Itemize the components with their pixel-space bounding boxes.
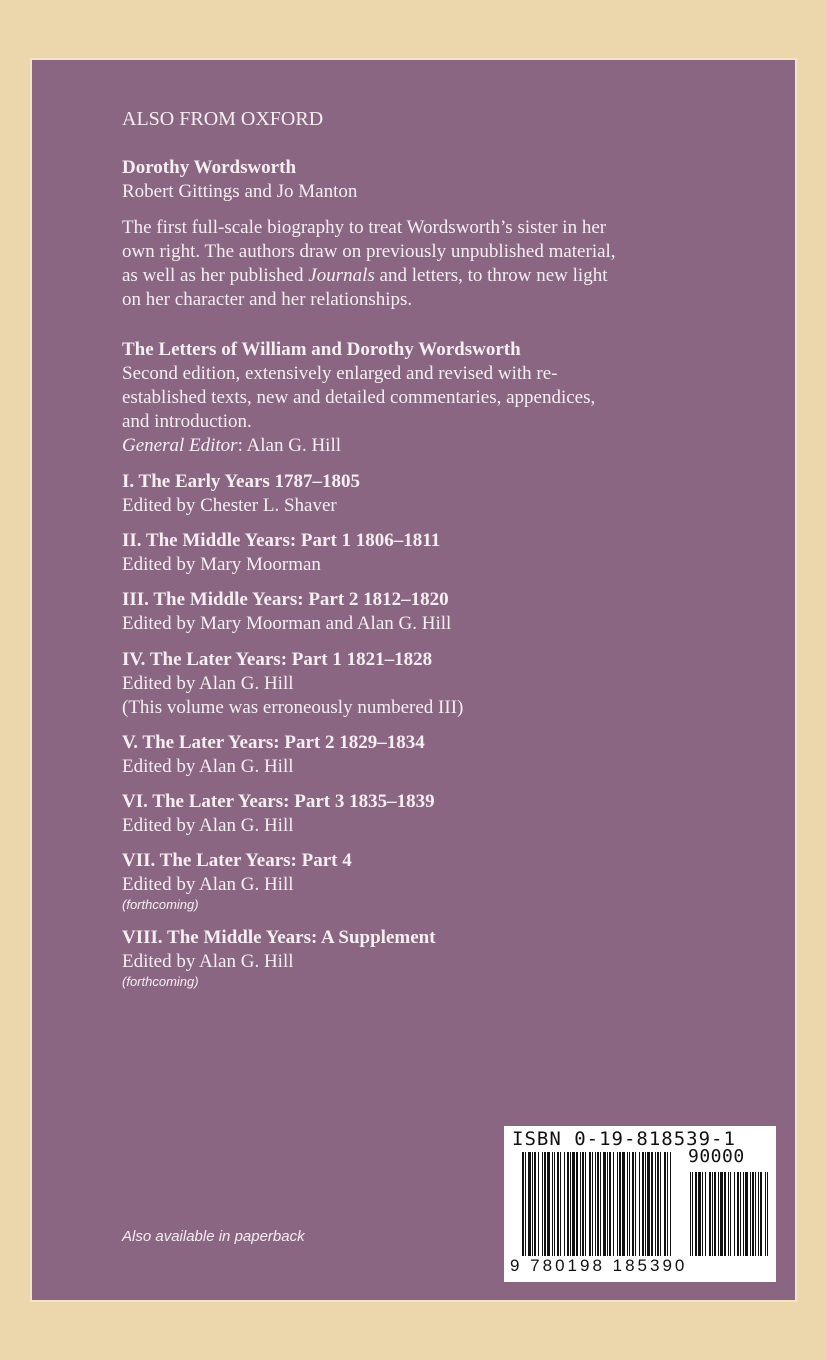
barcode-bars [522,1152,770,1256]
barcode-bar [635,1152,636,1256]
barcode-addon-bar [740,1172,741,1256]
barcode-bar [600,1152,601,1256]
barcode-addon-bar [728,1172,729,1256]
barcode-addon-bar [724,1172,726,1256]
volume-editor: Edited by Alan G. Hill [122,756,294,777]
volume-title: II. The Middle Years: Part 1 1806–1811 [122,530,441,551]
barcode-bar [547,1152,550,1256]
barcode-bar [622,1152,625,1256]
desc-line: on her character and her relationships. [122,289,413,310]
barcode-bar [639,1152,640,1256]
barcode-bar [629,1152,630,1256]
barcode-addon-bar [743,1172,744,1256]
desc-line: and introduction. [122,411,252,432]
barcode-label [504,1126,776,1282]
barcode-bar [554,1152,555,1256]
volume-editor: Edited by Alan G. Hill [122,673,294,694]
barcode-bar [580,1152,581,1256]
desc-line: own right. The authors draw on previously unpublished material, [122,241,616,262]
barcode-bar [589,1152,591,1256]
barcode-addon-bar [705,1172,706,1256]
barcode-addon-bar [702,1172,703,1256]
journals-italic: Journals [308,265,375,286]
volume-6 [122,790,435,838]
barcode-bar [564,1152,565,1256]
barcode-bar [522,1152,524,1256]
volume-3 [122,588,451,636]
barcode-addon-bar [752,1172,754,1256]
barcode-bar [647,1152,650,1256]
barcode-addon-bar [709,1172,711,1256]
barcode-bar [542,1152,543,1256]
volume-editor: Edited by Mary Moorman and Alan G. Hill [122,613,452,634]
barcode-bar [534,1152,536,1256]
barcode-bar [525,1152,526,1256]
barcode-bar [627,1152,628,1256]
barcode-bar [607,1152,608,1256]
barcode-bar [660,1152,661,1256]
volume-editor: Edited by Alan G. Hill [122,874,294,895]
barcode-addon-bar [698,1172,701,1256]
desc-line: Second edition, extensively enlarged and revised with re- [122,363,558,384]
general-editor: General Editor: Alan G. Hill [122,435,342,456]
barcode-bar [557,1152,559,1256]
book2-entry [122,338,595,458]
barcode-addon-bar [758,1172,759,1256]
barcode-bar [560,1152,561,1256]
volume-title: VII. The Later Years: Part 4 [122,850,352,871]
barcode-addon-bar [765,1172,766,1256]
barcode-addon-bar [714,1172,716,1256]
volume-7 [122,849,352,913]
barcode-bar [664,1152,666,1256]
book1-description [122,216,616,312]
barcode-addon-bar [760,1172,762,1256]
barcode-bar [552,1152,553,1256]
book1-entry [122,156,357,204]
forthcoming-label: (forthcoming) [122,897,199,912]
barcode-addon-bar [712,1172,713,1256]
barcode-addon-bar [695,1172,697,1256]
barcode-bar [619,1152,621,1256]
barcode-addon-bar [718,1172,719,1256]
volume-4 [122,648,463,720]
barcode-bar [603,1152,606,1256]
barcode-bar [597,1152,599,1256]
barcode-bar [645,1152,646,1256]
barcode-addon-bar [767,1172,768,1256]
barcode-bar [572,1152,575,1256]
volume-1 [122,470,360,518]
barcode-addon-bar [692,1172,693,1256]
forthcoming-label: (forthcoming) [122,974,199,989]
barcode-bar [528,1152,531,1256]
volume-note: (This volume was erroneously numbered III) [122,697,464,718]
volume-editor: Edited by Mary Moorman [122,554,321,575]
volume-title: IV. The Later Years: Part 1 1821–1828 [122,649,433,670]
desc-line: The first full-scale biography to treat Wordsworth’s sister in her [122,217,607,238]
ean-number: 9 780198 185390 [510,1256,688,1275]
volume-8 [122,926,436,990]
book1-authors: Robert Gittings and Jo Manton [122,181,358,202]
back-cover-panel [30,58,797,1302]
barcode-bar [670,1152,671,1256]
barcode-bar [582,1152,584,1256]
barcode-addon-bar [745,1172,748,1256]
volume-title: VIII. The Middle Years: A Supplement [122,927,436,948]
volume-title: V. The Later Years: Part 2 1829–1834 [122,732,425,753]
barcode-bar [667,1152,668,1256]
barcode-bar [632,1152,634,1256]
barcode-bar [576,1152,578,1256]
barcode-addon-bar [730,1172,731,1256]
barcode-bar [651,1152,653,1256]
barcode-bar [657,1152,659,1256]
barcode-addon-bar [690,1172,691,1256]
barcode-bar [538,1152,539,1256]
book2-title: The Letters of William and Dorothy Wordsworth [122,339,521,360]
desc-line: as well as her published Journals and letters, to throw new light [122,265,608,286]
barcode-bar [585,1152,586,1256]
barcode-bar [567,1152,569,1256]
barcode-bar [609,1152,611,1256]
barcode-bar [592,1152,593,1256]
volume-title: I. The Early Years 1787–1805 [122,471,361,492]
barcode-bar [595,1152,596,1256]
barcode-bar [655,1152,656,1256]
barcode-addon-bar [755,1172,756,1256]
desc-line: established texts, new and detailed commentaries, appendices, [122,387,596,408]
barcode-addon-bar [737,1172,739,1256]
barcode-bar [617,1152,618,1256]
volume-editor: Edited by Alan G. Hill [122,815,294,836]
volume-2 [122,529,440,577]
section-heading: ALSO FROM OXFORD [122,108,324,130]
barcode-bar [544,1152,546,1256]
barcode-addon-bar [720,1172,723,1256]
book1-title: Dorothy Wordsworth [122,157,297,178]
volume-title: VI. The Later Years: Part 3 1835–1839 [122,791,435,812]
barcode-addon-bar [734,1172,735,1256]
barcode-bar [532,1152,533,1256]
volume-editor: Edited by Alan G. Hill [122,951,294,972]
barcode-addon-bar [750,1172,751,1256]
isbn-text: ISBN 0-19-818539-1 [512,1128,736,1150]
volume-title: III. The Middle Years: Part 2 1812–1820 [122,589,449,610]
barcode-bar [613,1152,614,1256]
volume-5 [122,731,425,779]
volume-editor: Edited by Chester L. Shaver [122,495,337,516]
barcode-bar [570,1152,571,1256]
price-code: 90000 [688,1146,745,1167]
paperback-note: Also available in paperback [122,1228,305,1245]
barcode-bar [642,1152,644,1256]
